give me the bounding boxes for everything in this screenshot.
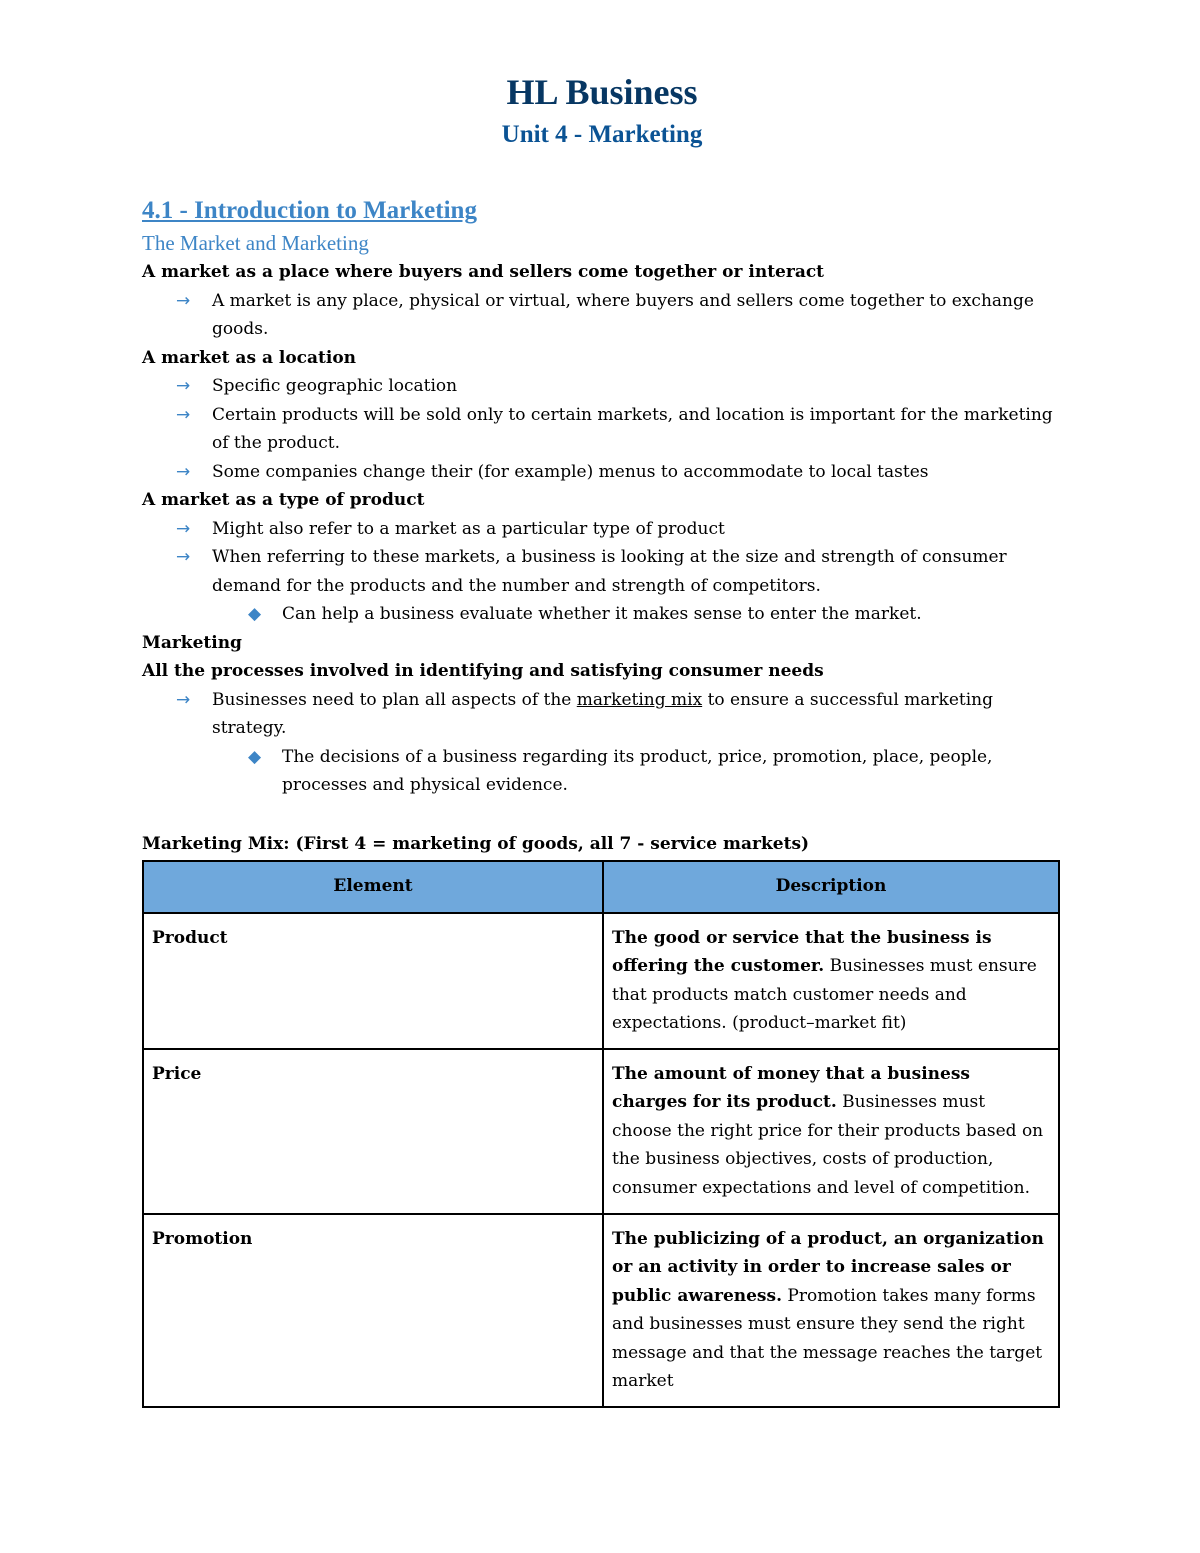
column-header-element: Element [143,861,603,913]
diamond-icon: ◆ [248,746,262,767]
marketing-mix-caption: Marketing Mix: (First 4 = marketing of goods, all 7 - service markets) [142,833,810,854]
table-row [143,913,1059,1049]
arrow-icon: → [176,461,191,482]
list-item [142,458,1062,487]
list-item-text: Some companies change their (for example) menus to accommodate to local tastes [212,461,929,482]
arrow-icon: → [176,290,191,311]
list-item [142,543,1062,600]
list-item-text: A market is any place, physical or virtual, where buyers and sellers come together to exchange goods. [212,290,1034,339]
arrow-icon: → [176,547,191,567]
arrow-icon: → [176,518,191,539]
table-row [143,1049,1059,1214]
section-heading: 4.1 - Introduction to Marketing [142,197,477,224]
document-title: HL Business [506,72,698,112]
market-place-heading: A market as a place where buyers and sellers come together or interact [142,262,825,282]
arrow-icon: → [176,376,191,396]
description-text: Businesses must ensure that products match customer needs and expectations. (product–market fit) [612,956,1037,1033]
document-subtitle: Unit 4 - Marketing [501,121,703,148]
table-header-row [143,861,1059,913]
description-text: Businesses must choose the right price for their products based on the business objectives, costs of production, consumer expectations and level of competition. [612,1092,1044,1198]
text-segment: to ensure a successful marketing strategy. [212,689,994,738]
diamond-icon: ◆ [248,604,262,624]
list-item [142,287,1062,344]
description-text: Promotion takes many forms and businesses must ensure they send the right message and that the message reaches the target market [612,1285,1043,1391]
column-header-description: Description [603,861,1059,913]
description-cell [603,913,1059,1049]
text-segment: Businesses need to plan all aspects of the [212,689,577,710]
list-item-text: Certain products will be sold only to certain markets, and location is important for the marketing of the product. [212,404,1053,453]
marketing-mix-table [142,860,1060,1408]
list-item-text: Specific geographic location [212,376,458,396]
sub-list-item-text: The decisions of a business regarding its product, price, promotion, place, people, processes and physical evidence. [282,746,993,795]
marketing-mix-link[interactable]: marketing mix [576,689,703,710]
section-subheading: The Market and Marketing [142,231,369,255]
marketing-definition: All the processes involved in identifying and satisfying consumer needs [142,661,824,681]
list-item [142,515,1062,544]
list-item [142,401,1062,458]
market-location-heading: A market as a location [142,347,357,368]
arrow-icon: → [176,689,191,710]
sub-list-item-text: Can help a business evaluate whether it makes sense to enter the market. [282,604,922,624]
description-cell [603,1214,1059,1407]
description-cell [603,1049,1059,1214]
list-item [142,686,1062,743]
list-item [142,372,1062,401]
sub-list-item [142,743,1062,800]
market-type-heading: A market as a type of product [142,490,425,510]
element-cell: Promotion [143,1214,603,1407]
list-item-text [212,690,993,739]
description-bold: The amount of money that a business charges for its product. [612,1063,970,1112]
sub-list-item [142,600,1062,629]
list-item-text: When referring to these markets, a business is looking at the size and strength of consumer demand for the products and the number and strength of competitors. [212,547,1007,596]
marketing-heading: Marketing [142,632,242,653]
description-bold: The publicizing of a product, an organization or an activity in order to increase sales or public awareness. [612,1228,1044,1306]
element-cell: Product [143,913,603,1049]
list-item-text: Might also refer to a market as a particular type of product [212,518,725,539]
document-page [142,70,1062,1408]
element-cell: Price [143,1049,603,1214]
arrow-icon: → [176,404,191,425]
table-row [143,1214,1059,1407]
description-bold: The good or service that the business is offering the customer. [612,927,992,976]
